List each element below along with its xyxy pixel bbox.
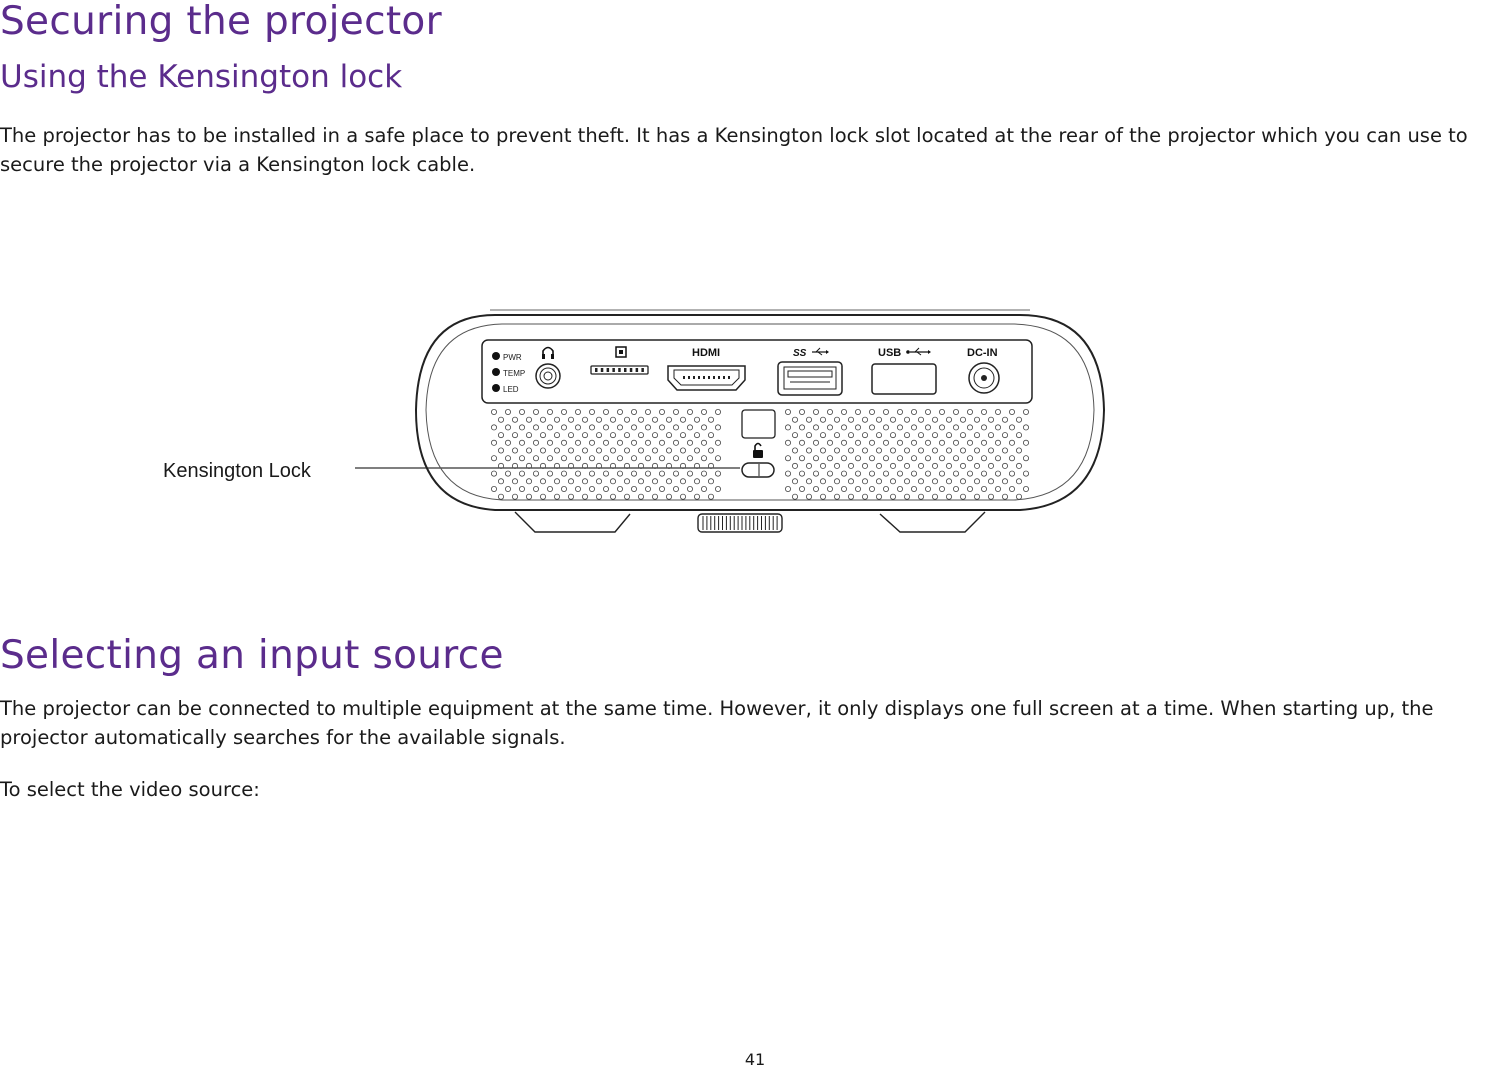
section-subtitle: Using the Kensington lock <box>0 59 403 95</box>
temp-led <box>492 368 500 376</box>
temp-label: TEMP <box>503 369 526 378</box>
led-label: LED <box>503 385 519 394</box>
kensington-lock-callout-label: Kensington Lock <box>163 460 311 482</box>
usb-symbol-icon <box>906 348 931 355</box>
usb-label: USB <box>878 347 902 359</box>
section-title-input-source: Selecting an input source <box>0 633 504 678</box>
page-number: 41 <box>744 1050 766 1069</box>
ir-sensor-window <box>742 410 775 438</box>
kensington-lock-slot <box>742 463 774 477</box>
headphone-icon <box>542 348 554 360</box>
padlock-icon <box>753 444 763 459</box>
input-source-paragraph: The projector can be connected to multiple equipment at the same time. However, it only displays one full screen at a time. When starting up, the projector automatically searches for the available signals. <box>0 697 1434 749</box>
projector-rear-diagram <box>150 300 1110 545</box>
dcin-label: DC-IN <box>967 347 998 359</box>
led-indicator <box>492 384 500 392</box>
projector-foot-right <box>880 512 985 532</box>
vent-grille-left <box>491 409 720 499</box>
usb3-logo: SS <box>793 348 807 359</box>
pwr-led <box>492 352 500 360</box>
projector-foot-left <box>515 512 630 532</box>
page-title: Securing the projector <box>0 0 442 44</box>
port-panel <box>482 340 1032 403</box>
intro-paragraph: The projector has to be installed in a safe place to prevent theft. It has a Kensington lock slot located at the rear of the projector which you can use to secure the projector via a Kensington lock cable. <box>0 124 1468 176</box>
card-slot-icon <box>616 347 626 357</box>
vent-grille-right <box>785 409 1028 499</box>
hdmi-label: HDMI <box>692 347 721 359</box>
focus-wheel-ridges <box>703 516 777 530</box>
usb-trident-icon <box>812 348 829 355</box>
pwr-label: PWR <box>503 353 522 362</box>
select-source-instruction: To select the video source: <box>0 778 260 801</box>
usb-port <box>872 364 936 394</box>
